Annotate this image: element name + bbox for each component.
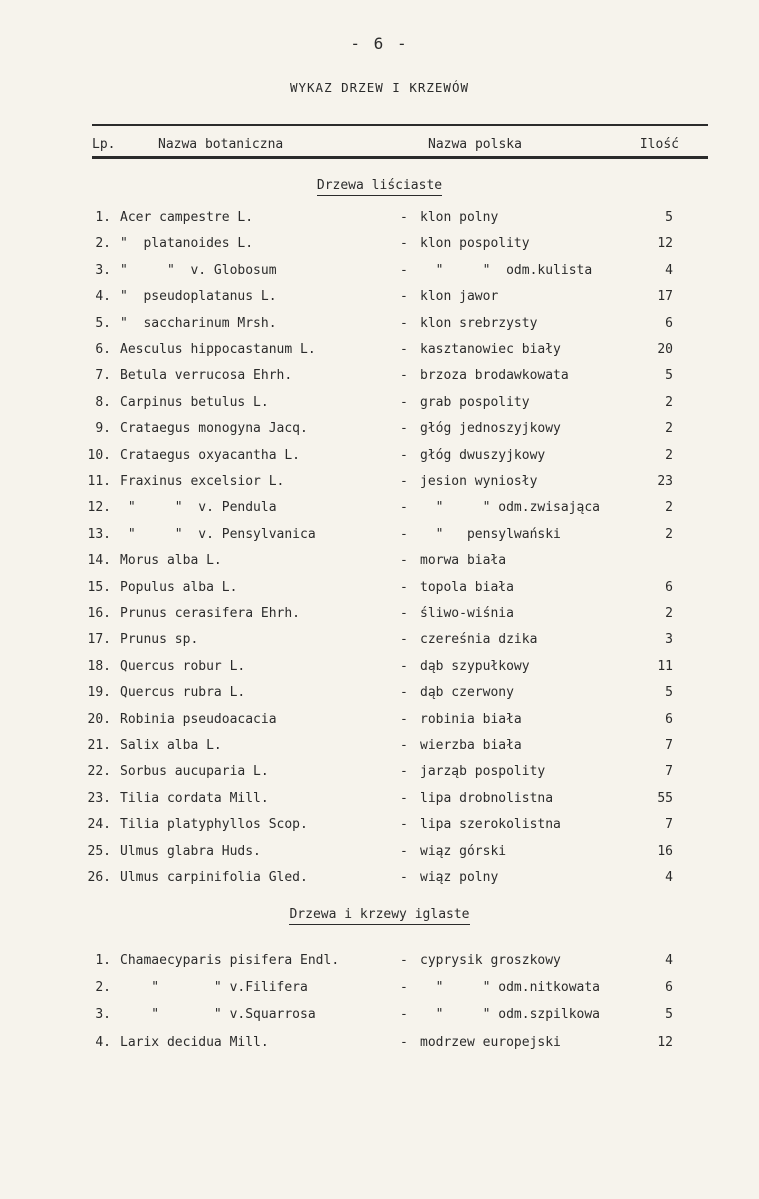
separator-dash: -: [400, 685, 408, 701]
quantity: 6: [665, 315, 673, 331]
table-row: [0, 340, 759, 360]
botanical-name: Chamaecyparis pisifera Endl.: [120, 953, 340, 968]
separator-dash: -: [400, 1007, 408, 1023]
row-number: 4.: [95, 289, 111, 305]
table-row: [0, 261, 759, 281]
botanical-name: Larix decidua Mill.: [120, 1034, 269, 1050]
botanical-name: " " v.Squarrosa: [120, 1007, 316, 1023]
quantity: 2: [665, 421, 673, 437]
separator-dash: -: [400, 870, 408, 885]
row-number: 16.: [87, 606, 111, 621]
polish-name: klon srebrzysty: [420, 315, 538, 331]
quantity: 5: [665, 210, 673, 225]
polish-name: topola biała: [420, 579, 514, 595]
quantity: 20: [657, 342, 673, 357]
row-number: 24.: [87, 817, 111, 833]
separator-dash: -: [400, 500, 408, 516]
table-row: [0, 446, 759, 466]
quantity: 2: [665, 394, 673, 410]
botanical-name: Crataegus oxyacantha L.: [120, 447, 301, 463]
row-number: 3.: [95, 262, 111, 278]
polish-name: " pensylwański: [420, 526, 561, 542]
document-title: WYKAZ DRZEW I KRZEWÓW: [289, 80, 470, 95]
quantity: 3: [665, 632, 673, 648]
row-number: 14.: [87, 553, 111, 569]
table-row: [0, 472, 759, 492]
quantity: 6: [665, 980, 673, 996]
table-row: [0, 951, 759, 971]
header-lp: Lp.: [92, 137, 116, 152]
polish-name: morwa biała: [420, 553, 507, 569]
row-number: 25.: [87, 843, 111, 859]
table-row: [0, 208, 759, 228]
row-number: 9.: [95, 421, 111, 437]
quantity: 2: [665, 606, 673, 621]
botanical-name: Ulmus glabra Huds.: [120, 843, 261, 859]
table-row: [0, 710, 759, 730]
quantity: 6: [665, 579, 673, 595]
table-row: [0, 630, 759, 650]
table-row: [0, 578, 759, 598]
quantity: 6: [665, 711, 673, 727]
separator-dash: -: [400, 526, 408, 542]
quantity: 23: [657, 474, 673, 489]
separator-dash: -: [400, 236, 408, 252]
table-row: [0, 604, 759, 624]
table-row: [0, 978, 759, 998]
polish-name: głóg dwuszyjkowy: [420, 447, 546, 463]
quantity: 12: [657, 236, 673, 252]
polish-name: lipa szerokolistna: [420, 817, 561, 833]
row-number: 5.: [95, 315, 111, 331]
page-number: - 6 -: [350, 34, 409, 53]
polish-name: dąb szypułkowy: [420, 658, 530, 674]
separator-dash: -: [400, 579, 408, 595]
separator-dash: -: [400, 817, 408, 833]
botanical-name: Salix alba L.: [120, 738, 222, 753]
header-polish-name: Nazwa polska: [428, 137, 522, 152]
row-number: 23.: [87, 790, 111, 806]
polish-name: " " odm.nitkowata: [420, 980, 601, 996]
separator-dash: -: [400, 980, 408, 996]
botanical-name: Morus alba L.: [120, 553, 222, 569]
quantity: 5: [665, 685, 673, 701]
polish-name: wiąz polny: [420, 870, 499, 885]
botanical-name: " " v. Globosum: [120, 262, 277, 278]
separator-dash: -: [400, 553, 408, 569]
row-number: 8.: [95, 394, 111, 410]
row-number: 15.: [87, 579, 111, 595]
separator-dash: -: [400, 421, 408, 437]
separator-dash: -: [400, 447, 408, 463]
botanical-name: " saccharinum Mrsh.: [120, 315, 277, 331]
separator-dash: -: [400, 289, 408, 305]
botanical-name: Betula verrucosa Ehrh.: [120, 368, 293, 384]
row-number: 7.: [95, 368, 111, 384]
table-row: [0, 1033, 759, 1053]
quantity: 5: [665, 1007, 673, 1023]
polish-name: klon polny: [420, 210, 499, 225]
separator-dash: -: [400, 210, 408, 225]
row-number: 17.: [87, 632, 111, 648]
quantity: 4: [665, 953, 673, 968]
row-number: 6.: [95, 342, 111, 357]
botanical-name: Quercus robur L.: [120, 658, 246, 674]
section-title-text: Drzewa liściaste: [317, 178, 442, 196]
polish-name: jarząb pospolity: [420, 764, 546, 780]
quantity: 4: [665, 870, 673, 885]
row-number: 22.: [87, 764, 111, 780]
separator-dash: -: [400, 606, 408, 621]
row-number: 4.: [95, 1034, 111, 1050]
row-number: 3.: [95, 1007, 111, 1023]
quantity: 7: [665, 738, 673, 753]
separator-dash: -: [400, 843, 408, 859]
separator-dash: -: [400, 711, 408, 727]
botanical-name: Crataegus monogyna Jacq.: [120, 421, 308, 437]
row-number: 26.: [87, 870, 111, 885]
table-row: [0, 1005, 759, 1025]
quantity: 55: [657, 790, 673, 806]
botanical-name: " platanoides L.: [120, 236, 254, 252]
botanical-name: Aesculus hippocastanum L.: [120, 342, 316, 357]
polish-name: " " odm.zwisająca: [420, 500, 601, 516]
botanical-name: Ulmus carpinifolia Gled.: [120, 870, 308, 885]
table-row: [0, 842, 759, 862]
botanical-name: Quercus rubra L.: [120, 685, 246, 701]
row-number: 13.: [87, 526, 111, 542]
polish-name: brzoza brodawkowata: [420, 368, 569, 384]
quantity: 4: [665, 262, 673, 278]
table-row: [0, 393, 759, 413]
botanical-name: Tilia platyphyllos Scop.: [120, 817, 308, 833]
botanical-name: Tilia cordata Mill.: [120, 790, 269, 806]
table-row: [0, 736, 759, 756]
botanical-name: Populus alba L.: [120, 579, 238, 595]
quantity: 17: [657, 289, 673, 305]
quantity: 11: [657, 658, 673, 674]
botanical-name: " " v. Pendula: [120, 500, 277, 516]
row-number: 1.: [95, 210, 111, 225]
separator-dash: -: [400, 632, 408, 648]
separator-dash: -: [400, 342, 408, 357]
table-row: [0, 762, 759, 782]
section-title: [0, 907, 759, 922]
header-bottom-rule: [92, 156, 708, 159]
separator-dash: -: [400, 394, 408, 410]
table-row: [0, 366, 759, 386]
botanical-name: Prunus sp.: [120, 632, 199, 648]
row-number: 20.: [87, 711, 111, 727]
row-number: 2.: [95, 236, 111, 252]
polish-name: cyprysik groszkowy: [420, 953, 561, 968]
botanical-name: Acer campestre L.: [120, 210, 254, 225]
botanical-name: " " v.Filifera: [120, 980, 308, 996]
table-row: [0, 498, 759, 518]
section-title: [0, 178, 759, 193]
header-quantity: Ilość: [639, 137, 679, 152]
quantity: 2: [665, 526, 673, 542]
polish-name: wierzba biała: [420, 738, 522, 753]
botanical-name: Prunus cerasifera Ehrh.: [120, 606, 301, 621]
polish-name: grab pospolity: [420, 394, 530, 410]
section-title-text: Drzewa i krzewy iglaste: [289, 907, 469, 925]
polish-name: " " odm.szpilkowa: [420, 1007, 601, 1023]
botanical-name: Robinia pseudoacacia: [120, 711, 277, 727]
polish-name: klon pospolity: [420, 236, 530, 252]
table-row: [0, 525, 759, 545]
table-row: [0, 868, 759, 888]
separator-dash: -: [400, 953, 408, 968]
polish-name: lipa drobnolistna: [420, 790, 554, 806]
separator-dash: -: [400, 368, 408, 384]
row-number: 1.: [95, 953, 111, 968]
row-number: 11.: [87, 474, 111, 489]
table-row: [0, 419, 759, 439]
separator-dash: -: [400, 764, 408, 780]
header-botanical-name: Nazwa botaniczna: [158, 137, 284, 152]
table-row: [0, 789, 759, 809]
separator-dash: -: [400, 474, 408, 489]
row-number: 2.: [95, 980, 111, 996]
row-number: 10.: [87, 447, 111, 463]
separator-dash: -: [400, 262, 408, 278]
polish-name: kasztanowiec biały: [420, 342, 561, 357]
polish-name: wiąz górski: [420, 843, 507, 859]
polish-name: " " odm.kulista: [420, 262, 593, 278]
botanical-name: " pseudoplatanus L.: [120, 289, 277, 305]
header-top-rule: [92, 124, 708, 126]
table-row: [0, 287, 759, 307]
separator-dash: -: [400, 738, 408, 753]
table-row: [0, 551, 759, 571]
separator-dash: -: [400, 315, 408, 331]
table-row: [0, 234, 759, 254]
polish-name: głóg jednoszyjkowy: [420, 421, 561, 437]
separator-dash: -: [400, 790, 408, 806]
botanical-name: Sorbus aucuparia L.: [120, 764, 269, 780]
quantity: 7: [665, 764, 673, 780]
quantity: 7: [665, 817, 673, 833]
table-row: [0, 314, 759, 334]
polish-name: klon jawor: [420, 289, 499, 305]
table-row: [0, 657, 759, 677]
separator-dash: -: [400, 658, 408, 674]
table-row: [0, 815, 759, 835]
polish-name: śliwo-wiśnia: [420, 606, 514, 621]
separator-dash: -: [400, 1034, 408, 1050]
polish-name: modrzew europejski: [420, 1034, 561, 1050]
polish-name: jesion wyniosły: [420, 474, 538, 489]
polish-name: czereśnia dzika: [420, 632, 538, 648]
quantity: 12: [657, 1034, 673, 1050]
quantity: 2: [665, 500, 673, 516]
botanical-name: Fraxinus excelsior L.: [120, 474, 285, 489]
polish-name: dąb czerwony: [420, 685, 514, 701]
quantity: 16: [657, 843, 673, 859]
quantity: 5: [665, 368, 673, 384]
table-row: [0, 683, 759, 703]
quantity: 2: [665, 447, 673, 463]
botanical-name: Carpinus betulus L.: [120, 394, 269, 410]
polish-name: robinia biała: [420, 711, 522, 727]
botanical-name: " " v. Pensylvanica: [120, 526, 316, 542]
row-number: 21.: [87, 738, 111, 753]
row-number: 12.: [87, 500, 111, 516]
row-number: 18.: [87, 658, 111, 674]
row-number: 19.: [87, 685, 111, 701]
